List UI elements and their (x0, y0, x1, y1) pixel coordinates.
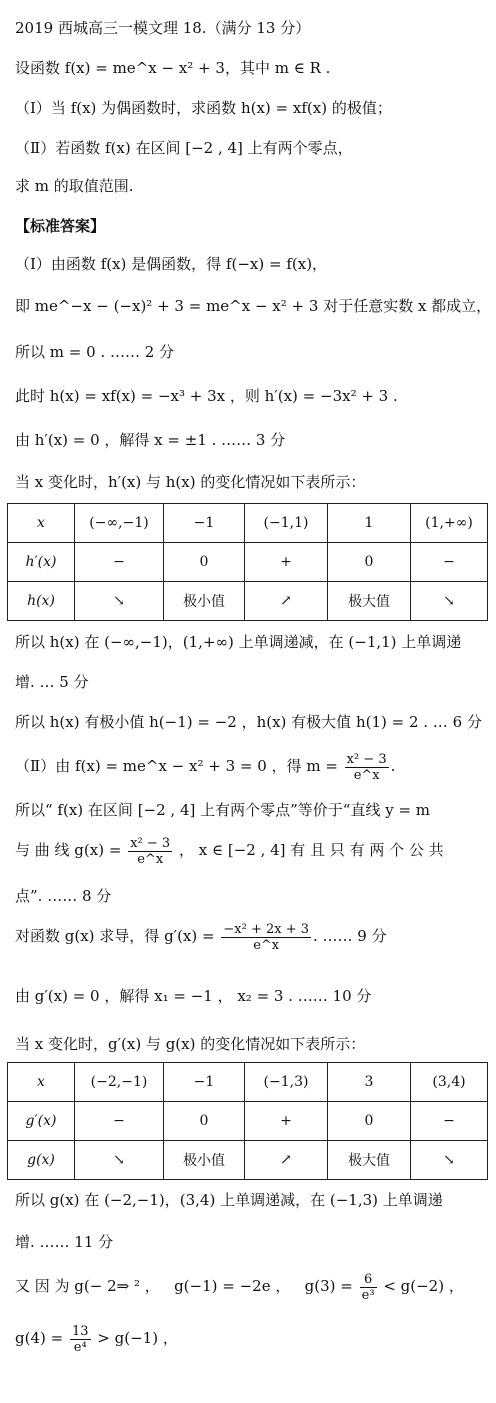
solution-line-12 (15, 832, 486, 868)
expression-text: > g(−1) ， (97, 1329, 178, 1347)
table-cell: g(x) (8, 1141, 75, 1180)
expression-text: g(4) = (15, 1329, 64, 1347)
fraction-numerator: x² − 3 (346, 751, 387, 767)
problem-part2-line1: （Ⅱ）若函数 f(x) 在区间 [−2 , 4] 上有两个零点， (15, 139, 353, 157)
table-cell: 3 (328, 1063, 411, 1102)
table-cell: g′(x) (8, 1102, 75, 1141)
table-cell: (3,4) (411, 1063, 488, 1102)
solution-line-8: 增. … 5 分 (15, 673, 89, 691)
fraction-numerator: x² − 3 (130, 835, 171, 851)
variation-table-g (7, 1062, 488, 1180)
table-cell: ↘ (411, 582, 488, 621)
solution-line-4: 此时 h(x) = xf(x) = −x³ + 3x ，则 h′(x) = −3x² + 3 . (15, 387, 398, 405)
fraction-numerator: 6 (360, 1272, 377, 1288)
table-cell: 极小值 (164, 1141, 245, 1180)
problem-title: 2019 西城高三一模文理 18.（满分 13 分） (15, 19, 311, 37)
table-cell: ↗ (245, 1141, 328, 1180)
fraction (360, 1272, 377, 1303)
table-cell: 极大值 (328, 1141, 411, 1180)
table-cell: h′(x) (8, 543, 75, 582)
expression-text: 对函数 g(x) 求导，得 g′(x) = (15, 927, 215, 945)
table-cell: − (75, 543, 164, 582)
fraction (221, 922, 311, 953)
expression-text: . (390, 757, 396, 775)
table-row (8, 504, 488, 543)
table-cell: − (411, 1102, 488, 1141)
table-cell: − (75, 1102, 164, 1141)
table-cell: − (411, 543, 488, 582)
table-cell: −1 (164, 1063, 245, 1102)
table-cell: x (8, 1063, 75, 1102)
solution-line-19 (15, 1268, 486, 1304)
table-cell: 极大值 (328, 582, 411, 621)
table-row (8, 1102, 488, 1141)
solution-line-17: 所以 g(x) 在 (−2,−1)，(3,4) 上单调递减，在 (−1,3) 上单调递 (15, 1191, 443, 1209)
problem-stem: 设函数 f(x) = me^x − x² + 3，其中 m ∈ R . (15, 59, 331, 77)
solution-line-1: （Ⅰ）由函数 f(x) 是偶函数，得 f(−x) = f(x)， (15, 255, 328, 273)
table-cell: 0 (164, 543, 245, 582)
table-cell: 0 (328, 1102, 411, 1141)
table-cell: h(x) (8, 582, 75, 621)
fraction (70, 1324, 91, 1355)
expression-text: 又 因 为 g(− 2⇒ ² ， (15, 1277, 160, 1295)
variation-table-h (7, 503, 488, 621)
problem-part1: （Ⅰ）当 f(x) 为偶函数时，求函数 h(x) = xf(x) 的极值； (15, 99, 392, 117)
table-row (8, 1063, 488, 1102)
table-cell: ↘ (75, 582, 164, 621)
fraction (345, 752, 389, 783)
table-row (8, 543, 488, 582)
expression-text: < g(−2) ， (383, 1277, 464, 1295)
solution-line-16: 当 x 变化时，g′(x) 与 g(x) 的变化情况如下表所示： (15, 1035, 366, 1053)
solution-line-5: 由 h′(x) = 0 ，解得 x = ±1 . …… 3 分 (15, 431, 286, 449)
expression-text: 与 曲 线 g(x) = (15, 841, 122, 859)
fraction (128, 836, 172, 867)
fraction-numerator: 13 (71, 1323, 89, 1339)
expression-text: ， x ∈ [−2 , 4] 有 且 只 有 两 个 公 共 (178, 841, 444, 859)
fraction-denominator: e^x (137, 851, 164, 867)
table-cell: 极小值 (164, 582, 245, 621)
table-cell: (1,+∞) (411, 504, 488, 543)
table-cell: 0 (328, 543, 411, 582)
solution-line-10 (15, 748, 486, 784)
table-row (8, 1141, 488, 1180)
solution-line-9: 所以 h(x) 有极小值 h(−1) = −2 ，h(x) 有极大值 h(1) = 2 . … 6 分 (15, 713, 482, 731)
solution-line-18: 增. …… 11 分 (15, 1233, 114, 1251)
table-cell: (−∞,−1) (75, 504, 164, 543)
solution-line-13: 点”. …… 8 分 (15, 887, 112, 905)
solution-line-7: 所以 h(x) 在 (−∞,−1)，(1,+∞) 上单调递减，在 (−1,1) 上单调递 (15, 633, 462, 651)
table-cell: (−2,−1) (75, 1063, 164, 1102)
solution-line-14 (15, 918, 486, 954)
expression-text: （Ⅱ）由 f(x) = me^x − x² + 3 = 0 ，得 m = (15, 757, 338, 775)
fraction-numerator: −x² + 2x + 3 (223, 921, 309, 937)
table-cell: + (245, 543, 328, 582)
table-cell: (−1,3) (245, 1063, 328, 1102)
expression-text: g(−1) = −2e ， (174, 1277, 291, 1295)
table-cell: 1 (328, 504, 411, 543)
table-cell: ↘ (411, 1141, 488, 1180)
expression-text: g(3) = (304, 1277, 353, 1295)
table-cell: −1 (164, 504, 245, 543)
table-row (8, 582, 488, 621)
answer-heading: 【标准答案】 (15, 217, 106, 235)
table-cell: ↘ (75, 1141, 164, 1180)
table-cell: (−1,1) (245, 504, 328, 543)
table-cell: x (8, 504, 75, 543)
solution-line-6: 当 x 变化时，h′(x) 与 h(x) 的变化情况如下表所示： (15, 473, 366, 491)
expression-text: . …… 9 分 (313, 927, 387, 945)
problem-part2-line2: 求 m 的取值范围. (15, 177, 134, 195)
fraction-denominator: e³ (361, 1287, 375, 1303)
solution-line-20 (15, 1320, 486, 1356)
solution-line-3: 所以 m = 0 . …… 2 分 (15, 343, 175, 361)
solution-line-15: 由 g′(x) = 0 ，解得 x₁ = −1 ， x₂ = 3 . …… 10 分 (15, 987, 372, 1005)
solution-line-11: 所以“ f(x) 在区间 [−2 , 4] 上有两个零点”等价于“直线 y = m (15, 801, 431, 819)
table-cell: + (245, 1102, 328, 1141)
fraction-denominator: e⁴ (73, 1339, 87, 1355)
fraction-denominator: e^x (353, 767, 380, 783)
table-cell: 0 (164, 1102, 245, 1141)
solution-line-2: 即 me^−x − (−x)² + 3 = me^x − x² + 3 对于任意实数 x 都成立， (15, 297, 492, 315)
fraction-denominator: e^x (253, 937, 280, 953)
table-cell: ↗ (245, 582, 328, 621)
